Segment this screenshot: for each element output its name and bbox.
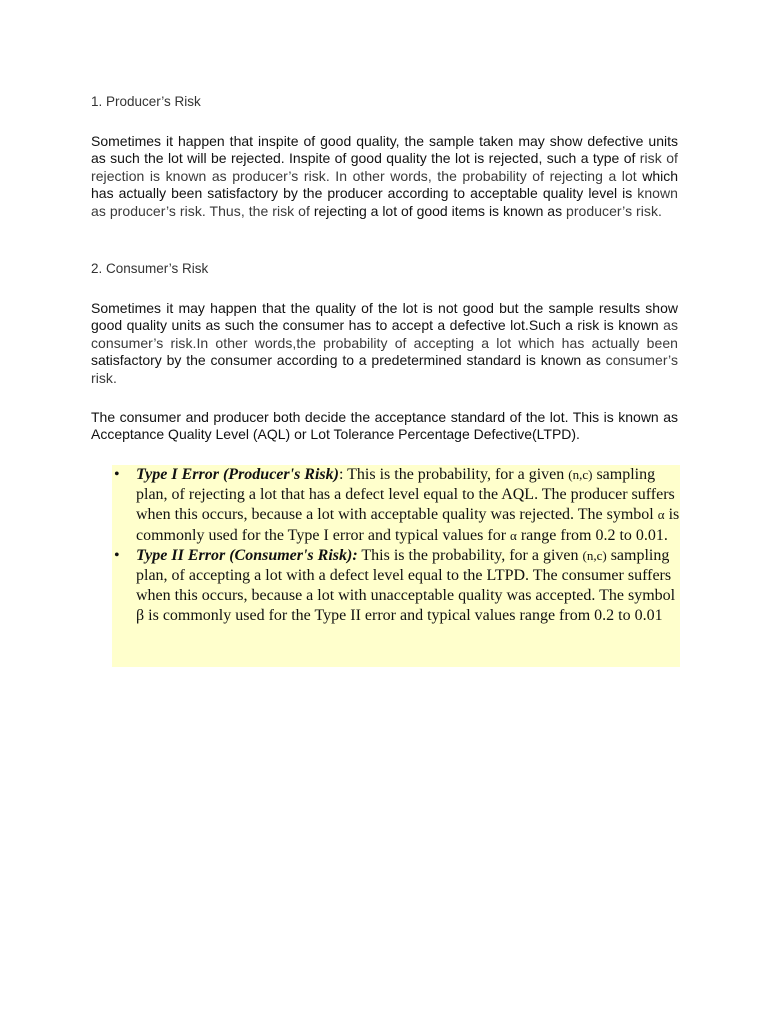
consumers-risk-text-3: satisfactory by the consumer according to a predetermined standard is known as: [91, 352, 601, 369]
type-two-error-item: [112, 546, 680, 627]
type-two-error-nc: (n,c): [582, 547, 607, 563]
type-two-error-term: Type II Error (Consumer's Risk):: [136, 546, 358, 564]
producers-risk-text-2: risk of rejection is known as producer’s risk. In other words, the probability of rejecting a lot: [91, 150, 678, 184]
error-definitions-list: [112, 465, 680, 627]
producers-risk-text-4: known as producer’s risk. Thus, the risk of: [91, 185, 678, 219]
alpha-symbol: α: [657, 507, 665, 523]
producers-risk-text-6: producer’s risk.: [565, 202, 662, 219]
beta-symbol: β: [136, 607, 145, 625]
producers-risk-text-5: rejecting a lot of good items is known as: [313, 202, 563, 219]
type-two-error-text-2: is commonly used for the Type II error and typical values range from 0.2 to 0.01: [144, 607, 663, 625]
type-one-error-nc: (n,c): [568, 467, 593, 482]
type-one-error-text-3: range from 0.2 to 0.01.: [516, 526, 668, 544]
bullet-icon: •: [114, 546, 120, 564]
type-two-error-text: sampling plan, of accepting a lot with a defect level equal to the LTPD. The consumer suffers when this occurs, because a lot with unacceptable quality was accepted. The symbol: [136, 546, 676, 605]
acceptance-standard-paragraph: The consumer and producer both decide the acceptance standard of the lot. This is known as Acceptance Quality Level (AQL) or Lot Tolerance Percentage Defective(LTPD).: [91, 409, 678, 443]
producers-risk-text-1: Sometimes it happen that inspite of good quality, the sample taken may show defective units as such the lot will be rejected. Inspite of good quality the lot is rejected, such a type of: [91, 133, 678, 167]
type-one-error-text: sampling plan, of rejecting a lot that has a defect level equal to the AQL. The producer suffers when this occurs, because a lot with acceptable quality was rejected. The symbol: [136, 466, 675, 524]
consumers-risk-text-1: Sometimes it may happen that the quality of the lot is not good but the sample results show good quality units as such the consumer has to accept a defective lot.Such a risk is known: [91, 300, 678, 334]
bullet-icon: •: [114, 466, 120, 483]
type-one-error-intro: : This is the probability, for a given: [338, 466, 565, 483]
heading-producers-risk: 1. Producer’s Risk: [91, 94, 201, 109]
type-two-error-intro: This is the probability, for a given: [357, 546, 579, 564]
producers-risk-paragraph: [91, 133, 678, 220]
consumers-risk-text-2: as consumer’s risk.In other words,the probability of accepting a lot which has actually been: [91, 317, 679, 351]
producers-risk-text-3: which has actually been satisfactory by the producer according to acceptable quality level is: [91, 167, 678, 202]
consumers-risk-paragraph: [91, 300, 678, 387]
consumers-risk-text-4: consumer’s risk.: [91, 352, 679, 386]
error-definitions-box: [112, 465, 680, 667]
alpha-symbol-2: α: [510, 527, 517, 543]
type-one-error-item: [112, 465, 680, 546]
heading-consumers-risk: 2. Consumer’s Risk: [91, 261, 209, 276]
type-one-error-term: Type I Error (Producer's Risk): [136, 466, 339, 483]
type-one-error-text-2: is commonly used for the Type I error and typical values for: [136, 506, 680, 544]
